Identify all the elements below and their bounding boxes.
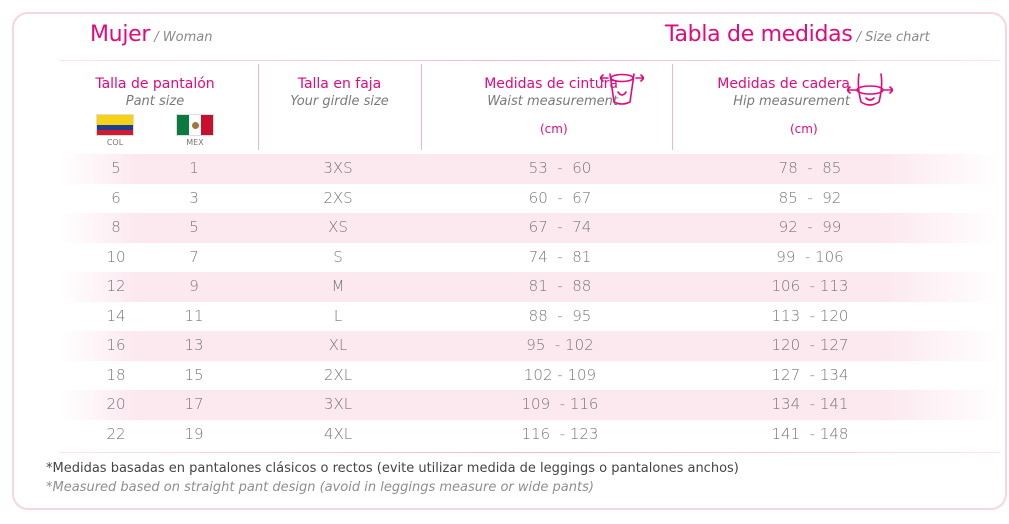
hip-range-cell: 113 - 120 [771,306,849,325]
pant-size-mex-cell: 17 [184,395,204,413]
column-header-waist [440,76,618,110]
table-row [60,302,1000,332]
waist-range-cell: 53 - 60 [528,159,592,177]
pant-size-col-cell: 6 [111,188,121,207]
girdle-size-cell: M [331,277,345,295]
title-woman-main: Mujer [90,22,151,47]
table-row [60,390,1000,420]
column-separator [421,64,422,150]
table-row [60,361,1000,391]
footer-divider [60,452,1000,453]
hip-range-cell: 127 - 134 [771,365,849,384]
pant-size-mex-cell: 15 [184,365,204,384]
hip-range-cell: 141 - 148 [771,424,849,443]
title-woman [90,22,212,47]
flag-label-mex: MEX [186,138,204,147]
pant-size-col-cell: 16 [106,336,126,354]
pant-size-mex-cell: 3 [189,188,199,207]
waist-range-cell: 95 - 102 [526,336,594,354]
waist-range-cell: 102 - 109 [523,365,597,384]
table-row [60,154,1000,184]
pant-size-col-cell: 12 [106,277,126,295]
hip-range-cell: 106 - 113 [771,277,849,295]
girdle-size-cell: 4XL [323,424,353,443]
hip-unit: (cm) [790,122,818,136]
column-separator [672,64,673,150]
girdle-size-cell: 2XS [323,188,353,207]
hip-range-cell: 134 - 141 [771,395,849,413]
girdle-size-cell: 2XL [323,365,353,384]
pant-size-col-cell: 8 [111,218,121,236]
hip-range-cell: 92 - 99 [778,218,842,236]
girdle-size-cell: 3XS [323,159,353,177]
girdle-size-label-en: Your girdle size [290,94,389,109]
waist-range-cell: 109 - 116 [521,395,599,413]
mexico-flag-icon [176,114,214,136]
table-row [60,420,1000,450]
girdle-size-cell: S [333,247,343,266]
girdle-size-label-es: Talla en faja [297,76,382,92]
waist-label-es: Medidas de cintura [484,76,618,92]
column-separator [258,64,259,150]
hip-range-cell: 120 - 127 [771,336,849,354]
pant-size-mex-cell: 11 [184,306,204,325]
pant-size-mex-cell: 1 [189,159,199,177]
pant-size-col-cell: 10 [106,247,126,266]
hip-measure-icon [847,70,893,110]
pant-size-mex-cell: 5 [189,218,199,236]
column-header-girdle-size [262,76,417,110]
hip-range-cell: 78 - 85 [778,159,842,177]
pant-size-label-en: Pant size [125,94,185,109]
pant-size-mex-cell: 7 [189,247,199,266]
pant-size-col-cell: 22 [106,424,126,443]
table-row [60,243,1000,273]
title-size-chart-main: Tabla de medidas [665,22,853,47]
girdle-size-cell: XS [328,218,348,236]
hip-range-cell: 85 - 92 [778,188,842,207]
column-header-hip [690,76,850,110]
waist-range-cell: 88 - 95 [528,306,592,325]
waist-range-cell: 67 - 74 [528,218,592,236]
waist-range-cell: 116 - 123 [521,424,599,443]
table-row [60,331,1000,361]
girdle-size-cell: XL [328,336,348,354]
pant-size-col-cell: 5 [111,159,121,177]
table-row [60,184,1000,214]
colombia-flag-icon [96,114,134,136]
hip-label-es: Medidas de cadera [717,76,850,92]
header-divider [60,60,1000,61]
pant-size-mex-cell: 19 [184,424,204,443]
pant-size-col-cell: 14 [106,306,126,325]
pant-size-col-cell: 20 [106,395,126,413]
hip-range-cell: 99 - 106 [776,247,844,266]
waist-label-en: Waist measurement [487,94,618,109]
footnote-es: *Medidas basadas en pantalones clásicos o rectos (evite utilizar medida de leggings o pantalones anchos) [46,461,739,476]
pant-size-col-cell: 18 [106,365,126,384]
waist-unit: (cm) [540,122,568,136]
title-size-chart-sub: / Size chart [852,30,930,45]
title-size-chart [665,22,930,47]
table-row [60,213,1000,243]
girdle-size-cell: L [333,306,343,325]
flag-label-col: COL [106,138,124,147]
pant-size-label-es: Talla de pantalón [95,76,215,92]
title-woman-sub: / Woman [150,30,213,45]
table-row [60,272,1000,302]
waist-range-cell: 74 - 81 [528,247,592,266]
waist-range-cell: 60 - 67 [528,188,592,207]
girdle-size-cell: 3XL [323,395,353,413]
hip-label-en: Hip measurement [733,94,850,109]
waist-measure-icon [600,68,644,108]
waist-range-cell: 81 - 88 [528,277,592,295]
footnote-en: *Measured based on straight pant design (avoid in leggings measure or wide pants) [46,480,594,495]
column-header-pant-size [70,76,240,110]
pant-size-mex-cell: 9 [189,277,199,295]
pant-size-mex-cell: 13 [184,336,204,354]
